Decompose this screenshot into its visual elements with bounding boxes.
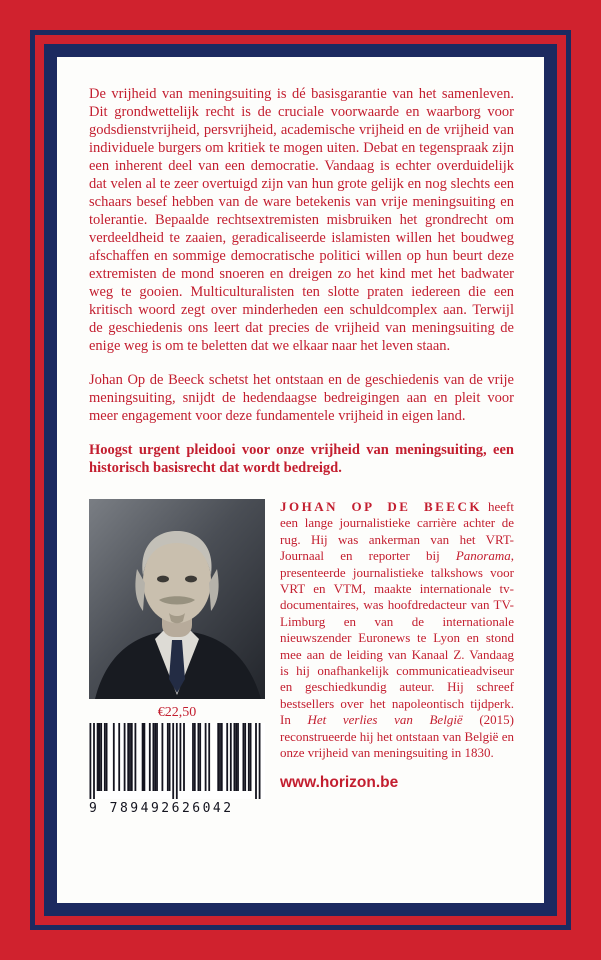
- blurb-paragraph-1: De vrijheid van meningsuiting is dé basisgarantie van het samenleven. Dit grondwettelijk recht is de cruciale voorwaarde en waarborg voor godsdienstvrijheid, persvrijheid, academische vrijheid en de vrijheid van individuele burgers om kritiek te mogen uiten. Debat en tegenspraak zijn een inherent deel van een democratie. Vandaag is echter overduidelijk dat velen al te zeer overtuigd zijn van hun grote gelijk en nog slechts een schaars besef hebben van de ware betekenis van vrije meningsuiting en tolerantie. Bepaalde rechtsextremisten misbruiken het grondrecht om verdeeldheid te zaaien, geradicaliseerde islamisten willen het boudweg afschaffen en sommige democratische politici willen op hun beurt deze extremisten de mond snoeren en dreigen zo het kind met het badwater weg te gooien. Multiculturalisten ten slotte praten iedereen die een kritisch woord zegt over minderheden een schuldcomplex aan. Terwijl de geschiedenis ons leert dat precies de vrijheid van meningsuiting de enige weg is om te beletten dat we elkaar naar het leven staan.: [89, 86, 514, 354]
- bio-text-segment: Panorama: [455, 548, 511, 564]
- back-cover-page: [57, 57, 544, 903]
- barcode-block: [89, 723, 265, 799]
- highlight-paragraph: Hoogst urgent pleidooi voor onze vrijheid van meningsuiting, een historisch basisrecht dat wordt bedreigd.: [89, 442, 514, 476]
- bio-text-segment: (2015) reconstrueerde hij het ontstaan van België en onze vrijheid van meningsuiting in 1830.: [280, 712, 514, 761]
- bio-text-segment: heeft een lange journalistieke carrière achter de rug. Hij was ankerman van het VRT-Journaal en reporter bij: [280, 499, 514, 564]
- blurb-text: [89, 85, 514, 477]
- cover-outer-frame: [30, 30, 571, 930]
- author-bio: [280, 499, 514, 762]
- ean13-barcode: [89, 723, 261, 799]
- publisher-website: www.horizon.be: [280, 773, 399, 791]
- price-label: €22,50: [157, 705, 197, 720]
- cover-inner-frame: [44, 44, 557, 916]
- author-photo: [89, 499, 265, 699]
- bio-text-segment: Het verlies van België: [307, 712, 463, 728]
- author-name: JOHAN OP DE BEECK: [280, 499, 482, 514]
- blurb-paragraph-2: Johan Op de Beeck schetst het ontstaan en de geschiedenis van de vrije meningsuiting, snijdt de hedendaagse bedreigingen aan en pleit voor meer engagement voor deze fundamentele vrijheid in eigen land.: [89, 372, 514, 424]
- author-portrait-illustration: [89, 499, 265, 699]
- photo-and-barcode-column: [89, 499, 265, 816]
- bio-column: [280, 499, 514, 816]
- author-section: [89, 499, 514, 816]
- bio-text-segment: , presenteerde journalistieke talkshows voor VRT en VTM, maakte internationale tv-documentaires, was hoofdredacteur van TV-Limburg en van de internationale nieuwszender Euronews te Lyon en stond mee aan de leiding van Kanaal Z. Vandaag is hij onafhankelijk communicatieadviseur en geschiedkundig auteur. Hij schreef bestsellers over het napoleontisch tijdperk. In: [280, 548, 514, 728]
- isbn-number: 9 789492626042: [89, 801, 234, 816]
